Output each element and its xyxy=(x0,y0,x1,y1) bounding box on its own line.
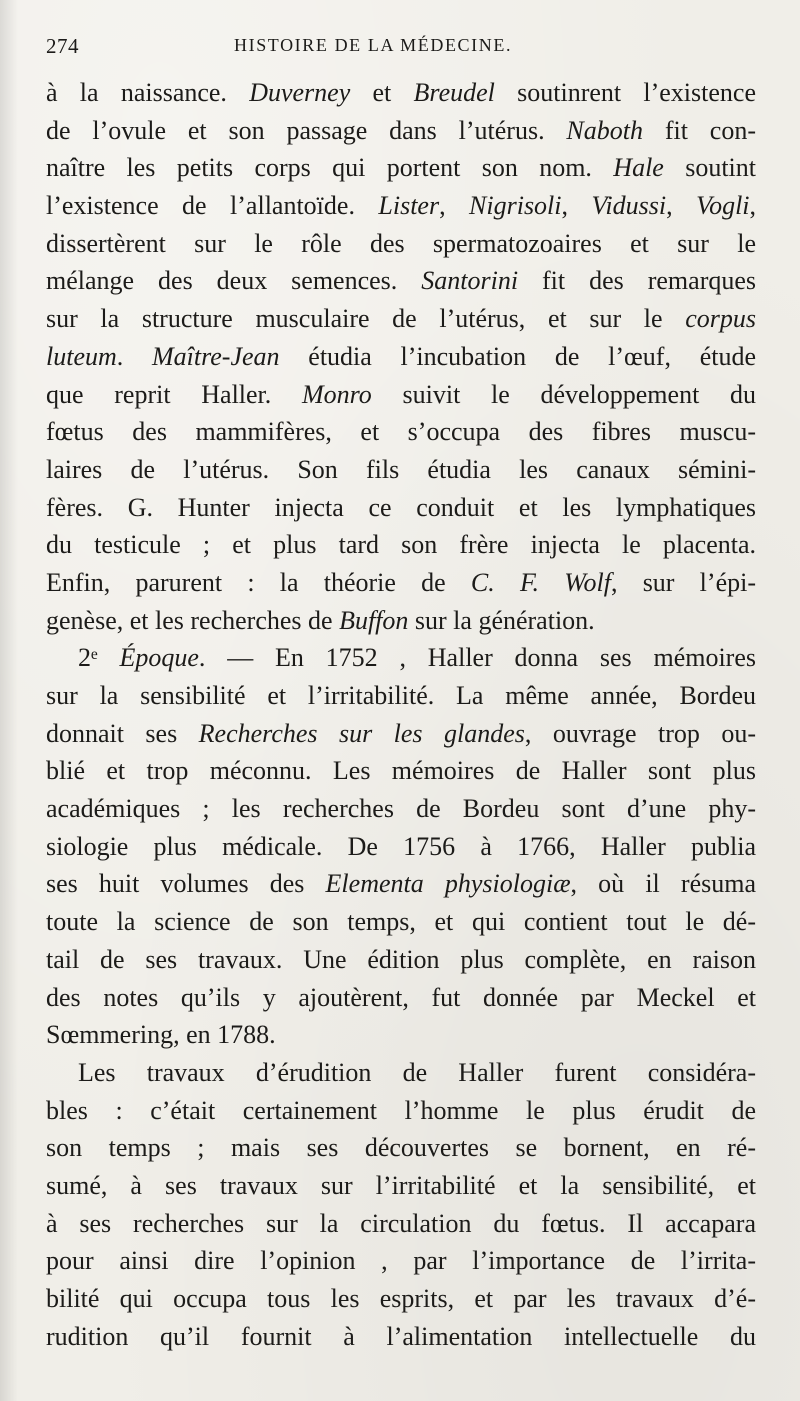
text-segment: étudia l’incubation de l’œuf, étude xyxy=(279,341,756,371)
text-line xyxy=(46,1167,756,1205)
text-line xyxy=(46,1054,756,1092)
text-segment: , xyxy=(749,191,756,221)
text-line xyxy=(46,489,756,527)
italic-text: Breudel xyxy=(413,78,495,107)
italic-text: Recherches sur les glandes xyxy=(198,718,525,748)
text-segment: sumé, à ses travaux sur l’irritabilité et la sensibilité, et xyxy=(46,1170,756,1200)
text-line xyxy=(46,564,756,602)
italic-text: Naboth xyxy=(566,115,643,145)
page-number: 274 xyxy=(46,34,79,58)
text-line xyxy=(46,1242,756,1280)
italic-text: Santorini xyxy=(421,266,519,296)
text-segment: Sœmmering, en 1788. xyxy=(46,1020,276,1050)
text-line xyxy=(46,903,756,941)
text-segment: soutint xyxy=(663,153,756,183)
text-line xyxy=(46,715,756,753)
text-segment: donnait ses xyxy=(46,718,199,748)
italic-text: Buffon xyxy=(339,605,409,635)
text-segment: , xyxy=(666,191,697,221)
text-segment: à ses recherches sur la circulation du fœtus. Il accapara xyxy=(46,1208,756,1238)
text-segment: des notes qu’ils y ajoutèrent, fut donnée par Meckel et xyxy=(46,982,756,1012)
text-segment: son temps ; mais ses découvertes se bornent, en ré- xyxy=(46,1133,756,1163)
text-segment: genèse, et les recherches de xyxy=(46,605,340,635)
page-header xyxy=(46,34,756,64)
text-line xyxy=(46,338,756,376)
text-segment: sur la sensibilité et l’irritabilité. La même année, Bordeu xyxy=(46,681,756,710)
text-line xyxy=(46,300,756,338)
text-line xyxy=(46,602,756,640)
text-segment: toute la science de son temps, et qui contient tout le dé- xyxy=(46,907,756,937)
text-segment: à la naissance. xyxy=(46,78,250,107)
text-segment: , xyxy=(561,191,592,221)
text-line xyxy=(46,1280,756,1318)
italic-text: Hale xyxy=(613,153,664,183)
text-segment: Les travaux d’érudition de Haller furent considéra- xyxy=(78,1057,756,1087)
body-text xyxy=(46,74,756,1355)
text-segment: blié et trop méconnu. Les mémoires de Haller sont plus xyxy=(46,756,756,786)
text-line xyxy=(46,376,756,414)
text-line xyxy=(46,187,756,225)
text-segment: . — En 1752 , Haller donna ses mémoires xyxy=(198,643,756,673)
text-line xyxy=(46,526,756,564)
text-segment: Enfin, parurent : la théorie de xyxy=(46,567,471,597)
text-segment: sur la génération. xyxy=(408,605,595,635)
text-segment: dissertèrent sur le rôle des spermatozoaires et sur le xyxy=(46,228,756,258)
text-segment: fœtus des mammifères, et s’occupa des fibres muscu- xyxy=(46,417,756,447)
text-line xyxy=(46,451,756,489)
text-segment: sur la structure musculaire de l’utérus, et sur le xyxy=(46,304,686,334)
text-line xyxy=(46,865,756,903)
italic-text: Époque xyxy=(119,643,199,673)
text-line xyxy=(46,677,756,715)
text-segment: naître les petits corps qui portent son nom. xyxy=(46,153,614,183)
text-line xyxy=(46,225,756,263)
italic-text: Monro xyxy=(301,379,372,409)
text-line xyxy=(46,1318,756,1356)
text-segment: , sur l’épi- xyxy=(610,567,756,597)
text-segment: du testicule ; et plus tard son frère injecta le placenta. xyxy=(46,530,756,560)
italic-text: Maître-Jean xyxy=(152,341,280,371)
text-line xyxy=(46,828,756,866)
text-segment: tail de ses travaux. Une édition plus complète, en raison xyxy=(46,944,756,974)
text-segment: fit des remarques xyxy=(518,266,756,296)
text-segment: de l’ovule et son passage dans l’utérus. xyxy=(46,115,567,145)
text-segment: laires de l’utérus. Son fils étudia les canaux sémini- xyxy=(46,454,756,484)
text-segment: et xyxy=(350,78,414,107)
italic-text: Vogli xyxy=(696,191,750,221)
text-segment: rudition qu’il fournit à l’alimentation intellectuelle du xyxy=(46,1321,756,1351)
text-segment: bles : c’était certainement l’homme le plus érudit de xyxy=(46,1095,756,1125)
text-segment: mélange des deux semences. xyxy=(46,266,422,296)
text-line xyxy=(46,1129,756,1167)
text-line xyxy=(46,149,756,187)
page-gutter-shadow xyxy=(0,0,18,1401)
italic-text: corpus xyxy=(685,304,756,334)
text-line xyxy=(46,413,756,451)
italic-text: C. F. Wolf xyxy=(470,567,611,597)
text-segment: , ouvrage trop ou- xyxy=(524,718,756,748)
text-line xyxy=(46,1205,756,1243)
text-segment: pour ainsi dire l’opinion , par l’importance de l’irrita- xyxy=(46,1246,756,1276)
text-line xyxy=(46,1016,756,1054)
text-segment: ses huit volumes des xyxy=(46,869,326,899)
italic-text: Duverney xyxy=(249,78,351,107)
text-segment: académiques ; les recherches de Bordeu sont d’une phy- xyxy=(46,794,756,824)
text-segment: l’existence de l’allantoïde. xyxy=(46,191,379,221)
text-line xyxy=(46,112,756,150)
text-line xyxy=(46,74,756,112)
text-line xyxy=(46,752,756,790)
text-segment: que reprit Haller. xyxy=(46,379,302,409)
italic-text: luteum xyxy=(46,341,117,371)
text-segment: . xyxy=(116,341,152,371)
italic-text: Nigrisoli xyxy=(469,191,562,221)
text-segment: , xyxy=(439,191,470,221)
text-line xyxy=(46,1092,756,1130)
italic-text: Lister xyxy=(378,191,440,221)
text-line xyxy=(46,941,756,979)
text-line xyxy=(46,262,756,300)
text-segment: fit con- xyxy=(643,115,756,145)
text-segment: , où il résuma xyxy=(570,869,756,899)
text-line xyxy=(46,979,756,1017)
running-title: HISTOIRE DE LA MÉDECINE. xyxy=(234,35,513,55)
text-segment: 2ᵉ xyxy=(78,643,120,673)
italic-text: Elementa physiologiæ xyxy=(325,869,571,899)
text-segment: soutinrent l’existence xyxy=(494,78,756,107)
text-segment: siologie plus médicale. De 1756 à 1766, Haller publia xyxy=(46,831,756,861)
text-segment: bilité qui occupa tous les esprits, et par les travaux d’é- xyxy=(46,1284,756,1313)
text-segment: suivit le développement du xyxy=(371,379,756,409)
text-line xyxy=(46,790,756,828)
text-line xyxy=(46,639,756,677)
text-segment: fères. G. Hunter injecta ce conduit et les lymphatiques xyxy=(46,492,756,522)
italic-text: Vidussi xyxy=(591,191,667,221)
